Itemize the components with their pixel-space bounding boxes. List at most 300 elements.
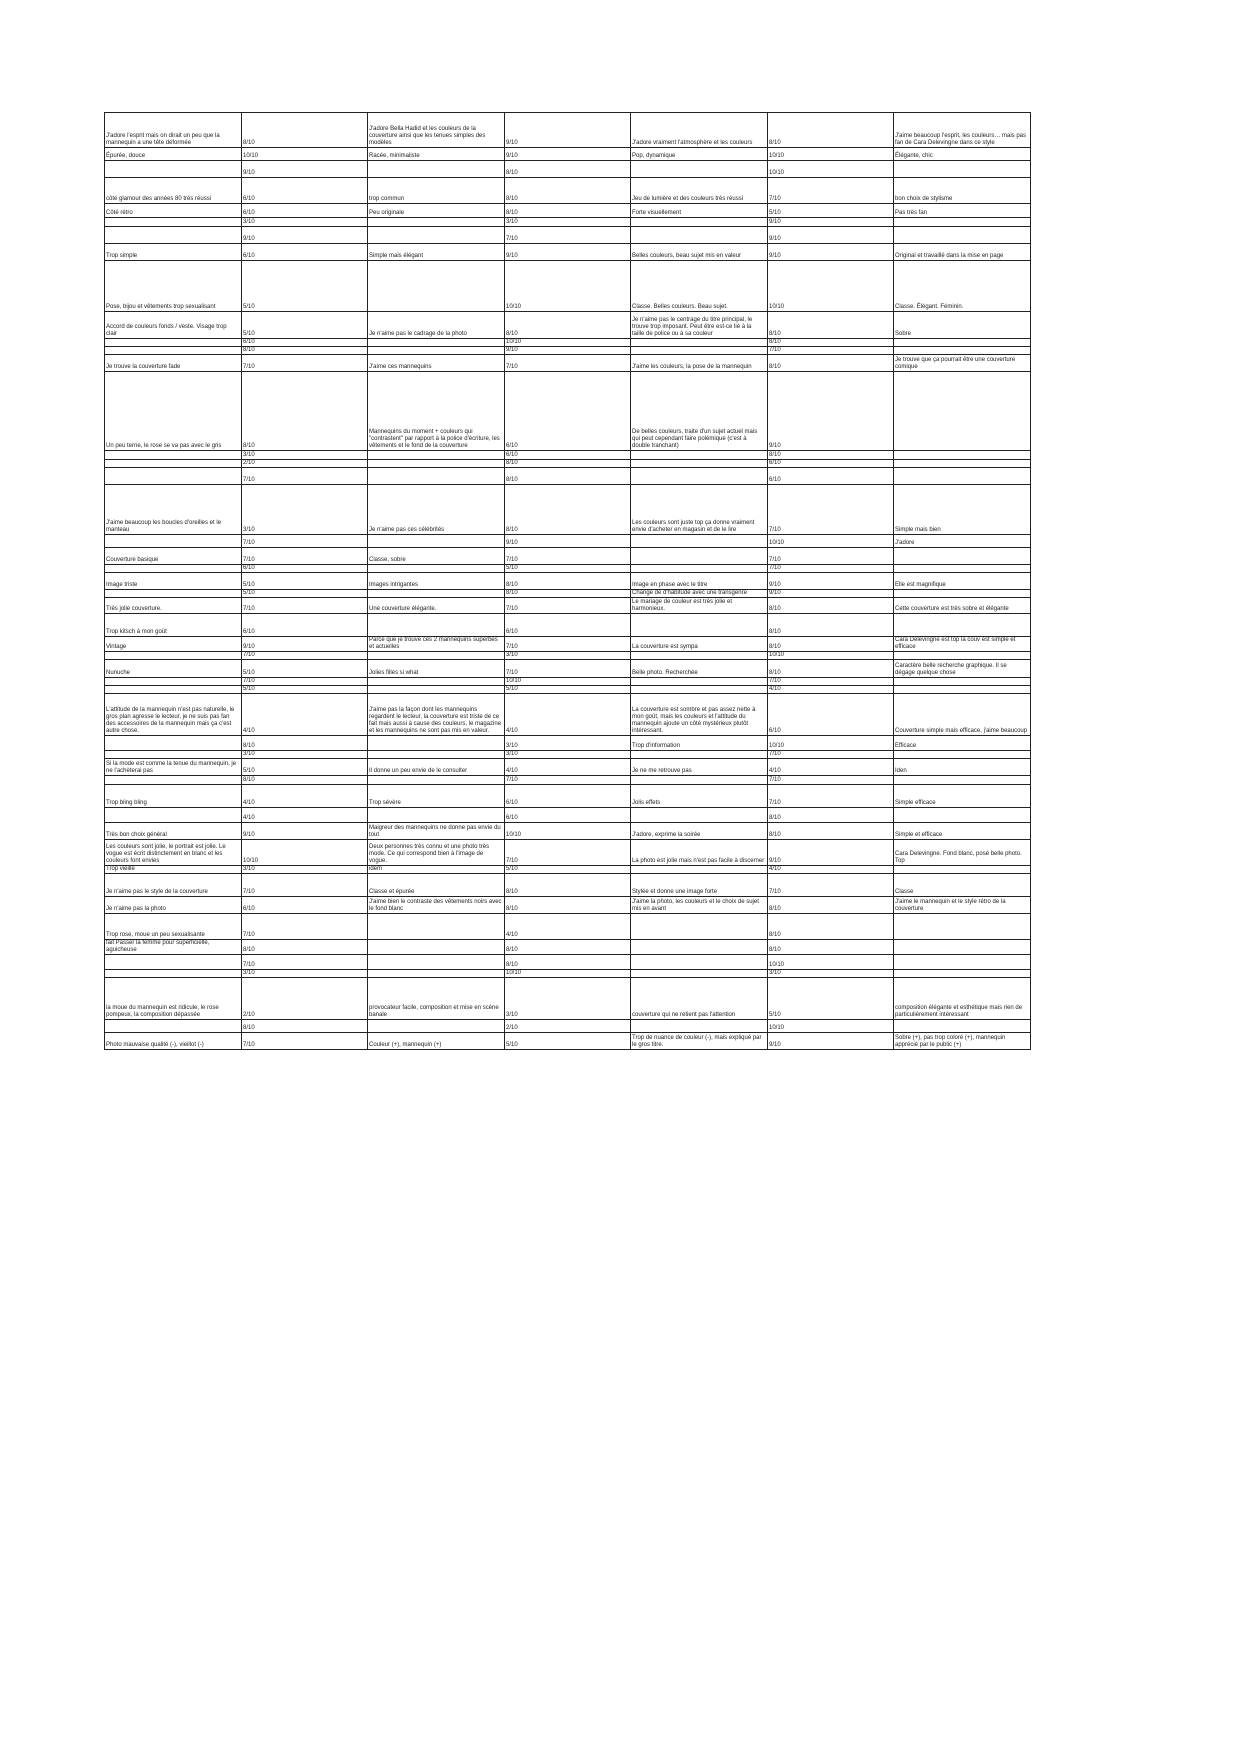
comment-cell [894, 548, 1031, 565]
score-cell: 10/10 [505, 339, 631, 347]
score-cell: 10/10 [768, 261, 894, 312]
score-cell: 6/10 [505, 808, 631, 823]
score-cell: 4/10 [768, 686, 894, 694]
score-cell: 5/10 [242, 660, 368, 678]
comment-cell [368, 940, 505, 955]
table-row [105, 548, 1031, 565]
comment-cell [631, 940, 768, 955]
score-cell: 9/10 [768, 372, 894, 451]
table-row [105, 1033, 1031, 1050]
score-cell: 10/10 [768, 955, 894, 970]
score-cell: 10/10 [768, 535, 894, 548]
score-cell: 8/10 [242, 1020, 368, 1033]
score-cell: 10/10 [768, 736, 894, 751]
table-row [105, 686, 1031, 694]
table-row [105, 955, 1031, 970]
comment-cell [105, 218, 242, 227]
comment-cell: Sobre [894, 312, 1031, 339]
score-cell: 7/10 [768, 874, 894, 897]
comment-cell [105, 736, 242, 751]
comment-cell [368, 451, 505, 460]
score-cell: 7/10 [768, 678, 894, 686]
comment-cell [368, 678, 505, 686]
comment-cell [894, 614, 1031, 637]
score-cell: 9/10 [768, 573, 894, 590]
comment-cell: Cara Delevingne est top la couv est simple et efficace [894, 637, 1031, 652]
comment-cell: Élégante, chic [894, 148, 1031, 161]
score-cell: 6/10 [505, 785, 631, 808]
comment-cell [368, 736, 505, 751]
comment-cell: Je n'aime pas le cadrage de la photo [368, 312, 505, 339]
comment-cell [894, 372, 1031, 451]
comment-cell: J'aime beaucoup l'esprit, les couleurs… mais pas fan de Cara Delevingne dans ce style [894, 113, 1031, 148]
score-cell: 7/10 [242, 652, 368, 660]
score-cell: 2/10 [505, 1020, 631, 1033]
score-cell: 5/10 [768, 204, 894, 218]
score-cell: 7/10 [768, 548, 894, 565]
comment-cell [105, 808, 242, 823]
comment-cell: Je ne me retrouve pas [631, 759, 768, 776]
score-cell: 8/10 [768, 914, 894, 940]
comment-cell [631, 866, 768, 874]
score-cell: 5/10 [505, 1033, 631, 1050]
comment-cell [368, 460, 505, 468]
score-cell: 8/10 [505, 485, 631, 535]
comment-cell: couverture qui ne retient pas l'attention [631, 978, 768, 1020]
comment-cell [894, 218, 1031, 227]
score-cell: 6/10 [505, 614, 631, 637]
comment-cell: Les couleurs sont jolie, le portrait est jolie. Le vogue est écrit distinctement en blanc et les couleurs font envies [105, 840, 242, 866]
comment-cell [105, 686, 242, 694]
comment-cell: Belle photo. Recherchée [631, 660, 768, 678]
comment-cell: bon choix de stylisme [894, 178, 1031, 204]
comment-cell [105, 161, 242, 178]
table-row [105, 678, 1031, 686]
score-cell: 8/10 [768, 339, 894, 347]
score-cell: 9/10 [505, 148, 631, 161]
comment-cell: Très jolie couverture. [105, 598, 242, 614]
score-cell: 6/10 [768, 460, 894, 468]
comment-cell [631, 347, 768, 355]
score-cell: 9/10 [242, 227, 368, 244]
score-cell: 8/10 [768, 637, 894, 652]
table-row [105, 244, 1031, 261]
score-cell: 6/10 [242, 565, 368, 573]
score-cell: 6/10 [505, 451, 631, 460]
comment-cell [631, 451, 768, 460]
comment-cell: Photo mauvaise qualité (-), vieillot (-) [105, 1033, 242, 1050]
comment-cell: idem [368, 866, 505, 874]
comment-cell [894, 970, 1031, 978]
table-row [105, 468, 1031, 485]
score-cell: 7/10 [242, 355, 368, 372]
score-cell: 10/10 [768, 1020, 894, 1033]
score-cell: 7/10 [505, 840, 631, 866]
comment-cell: Nunuche [105, 660, 242, 678]
score-cell: 2/10 [242, 978, 368, 1020]
comment-cell: J'aime pas la façon dont les mannequins regardent le lecteur, la couverture est triste de ce fait mais aussi à cause des couleurs, le magazine et les mannequins ne sont pas mis en valeur. [368, 694, 505, 736]
comment-cell: Trop rose, moue un peu sexualisante [105, 914, 242, 940]
score-cell: 6/10 [768, 468, 894, 485]
score-cell: 6/10 [242, 614, 368, 637]
table-row [105, 694, 1031, 736]
table-row [105, 840, 1031, 866]
comment-cell: Iden [894, 759, 1031, 776]
comment-cell [368, 652, 505, 660]
score-cell: 4/10 [505, 914, 631, 940]
comment-cell: J'adore Bella Hadid et les couleurs de la couverture ainsi que les tenues simples des modèles [368, 113, 505, 148]
comment-cell: Je n'aime pas ces célébrités [368, 485, 505, 535]
score-cell: 5/10 [505, 686, 631, 694]
score-cell: 8/10 [505, 940, 631, 955]
comment-cell [631, 218, 768, 227]
comment-cell: côté glamour des années 80 très réussi [105, 178, 242, 204]
score-cell: 8/10 [505, 897, 631, 914]
score-cell: 7/10 [242, 468, 368, 485]
comment-cell: Je n'aime pas la photo [105, 897, 242, 914]
score-cell: 9/10 [768, 218, 894, 227]
table-row [105, 785, 1031, 808]
comment-cell [368, 1020, 505, 1033]
comment-cell [894, 751, 1031, 759]
comment-cell: trop commun [368, 178, 505, 204]
comment-cell [631, 339, 768, 347]
comment-cell [105, 347, 242, 355]
comment-cell [368, 914, 505, 940]
table-row [105, 227, 1031, 244]
score-cell: 8/10 [768, 451, 894, 460]
comment-cell [105, 776, 242, 785]
score-cell: 7/10 [242, 598, 368, 614]
comment-cell [368, 751, 505, 759]
comment-cell [894, 590, 1031, 598]
score-cell: 10/10 [505, 970, 631, 978]
score-cell: 3/10 [242, 485, 368, 535]
comment-cell: Simple et efficace [894, 823, 1031, 840]
comment-cell: Jolis effets [631, 785, 768, 808]
score-cell: 9/10 [768, 227, 894, 244]
comment-cell [105, 460, 242, 468]
table-row [105, 614, 1031, 637]
score-cell: 3/10 [505, 978, 631, 1020]
comment-cell [368, 339, 505, 347]
table-row [105, 874, 1031, 897]
score-cell: 3/10 [505, 652, 631, 660]
comment-cell: fait Passer la femme pour superficielle, aguicheuse [105, 940, 242, 955]
comment-cell: Classe, sobre [368, 548, 505, 565]
score-cell: 8/10 [505, 161, 631, 178]
score-cell: 8/10 [505, 573, 631, 590]
comment-cell: J'aime le mannequin et le style rétro de la couverture [894, 897, 1031, 914]
comment-cell: Cara Delevingne. Fond blanc, posé belle photo. Top [894, 840, 1031, 866]
score-cell: 7/10 [768, 485, 894, 535]
comment-cell: Deux personnes très connu et une photo très mode. Ce qui correspond bien à l'image de vogue. [368, 840, 505, 866]
comment-cell [105, 1020, 242, 1033]
comment-cell: J'aime la photo, les couleurs et le choix de sujet mis en avant [631, 897, 768, 914]
comment-cell: Très bon choix général [105, 823, 242, 840]
score-cell: 5/10 [242, 590, 368, 598]
score-cell: 7/10 [242, 955, 368, 970]
score-cell: 6/10 [242, 897, 368, 914]
score-cell: 7/10 [242, 1033, 368, 1050]
comment-cell: Parce que je trouve ces 2 mannequins superbes et actuelles [368, 637, 505, 652]
comment-cell [894, 339, 1031, 347]
score-cell: 7/10 [768, 751, 894, 759]
table-row [105, 573, 1031, 590]
table-row [105, 451, 1031, 460]
table-row [105, 113, 1031, 148]
comment-cell: Je n'aime pas le style de la couverture [105, 874, 242, 897]
comment-cell: Simple mais bien [894, 485, 1031, 535]
comment-cell: J'adore [894, 535, 1031, 548]
score-cell: 9/10 [242, 637, 368, 652]
comment-cell: Trop sévère [368, 785, 505, 808]
comment-cell: Le mariage de couleur est très jolie et harmonieux. [631, 598, 768, 614]
comment-cell: Trop vieille [105, 866, 242, 874]
score-cell: 3/10 [505, 736, 631, 751]
score-cell: 7/10 [242, 548, 368, 565]
comment-cell: L'attitude de la mannequin n'est pas naturelle, le gros plan agresse le lecteur, je ne suis pas fan des accessoires de la mannequin mais ça c'est autre chose. [105, 694, 242, 736]
comment-cell: Jeu de lumière et des couleurs très réussi [631, 178, 768, 204]
table-row [105, 776, 1031, 785]
comment-cell: Maigreur des mannequins ne donne pas envie du tout [368, 823, 505, 840]
comment-cell [894, 808, 1031, 823]
score-cell: 6/10 [768, 694, 894, 736]
table-row [105, 598, 1031, 614]
score-cell: 7/10 [768, 785, 894, 808]
score-cell: 8/10 [242, 736, 368, 751]
comment-cell: La couverture est sympa [631, 637, 768, 652]
score-cell: 6/10 [242, 339, 368, 347]
comment-cell: provocateur facile, composition et mise en scène banale [368, 978, 505, 1020]
table-row [105, 759, 1031, 776]
comment-cell [631, 535, 768, 548]
comment-cell: Simple mais élégant [368, 244, 505, 261]
table-row [105, 312, 1031, 339]
score-cell: 5/10 [505, 565, 631, 573]
comment-cell: Peu originale [368, 204, 505, 218]
comment-cell [368, 535, 505, 548]
comment-cell: Trop d'information [631, 736, 768, 751]
table-row [105, 751, 1031, 759]
comment-cell: Je n'aime pas le centrage du titre principal, le trouve trop imposant. Peut être est-ce lié à la taille de police ou à sa couleur [631, 312, 768, 339]
score-cell: 8/10 [768, 598, 894, 614]
comment-cell [894, 468, 1031, 485]
comment-cell [105, 535, 242, 548]
comment-cell [894, 347, 1031, 355]
score-cell: 10/10 [505, 678, 631, 686]
comment-cell: Belles couleurs, beau sujet mis en valeur [631, 244, 768, 261]
comment-cell: J'adore l'esprit mais on dirait un peu que la mannequin a une tête déformée [105, 113, 242, 148]
comment-cell: Trop simple [105, 244, 242, 261]
comment-cell [894, 460, 1031, 468]
comment-cell: Classe et épurée [368, 874, 505, 897]
comment-cell: Je trouve que ça pourrait être une couverture comique [894, 355, 1031, 372]
score-cell: 9/10 [505, 113, 631, 148]
table-row [105, 347, 1031, 355]
comment-cell: Forte visuellement [631, 204, 768, 218]
comment-cell: De belles couleurs, traite d'un sujet actuel mais qui peut cependant faire polémique (c'est à double tranchant) [631, 372, 768, 451]
table-row [105, 148, 1031, 161]
comment-cell: J'aime beaucoup les boucles d'oreilles et le manteau [105, 485, 242, 535]
comment-cell: Trop bling bling [105, 785, 242, 808]
table-row [105, 590, 1031, 598]
comment-cell [105, 955, 242, 970]
comment-cell: Mannequins du moment + couleurs qui "contrastent" par rapport à la police d'écriture, les vêtements et le fond de la couverture [368, 372, 505, 451]
score-cell: 5/10 [242, 573, 368, 590]
score-cell: 8/10 [768, 355, 894, 372]
score-cell: 8/10 [242, 113, 368, 148]
score-cell: 6/10 [242, 178, 368, 204]
comment-cell: Images intrigantes [368, 573, 505, 590]
score-cell: 5/10 [768, 978, 894, 1020]
comment-cell: Pas très fan [894, 204, 1031, 218]
score-cell: 8/10 [768, 312, 894, 339]
comment-cell [631, 776, 768, 785]
table-row [105, 897, 1031, 914]
comment-cell [368, 347, 505, 355]
comment-cell [105, 468, 242, 485]
score-cell: 8/10 [768, 660, 894, 678]
score-cell: 10/10 [768, 652, 894, 660]
table-row [105, 940, 1031, 955]
comment-cell [631, 678, 768, 686]
comment-cell [631, 686, 768, 694]
comment-cell [105, 590, 242, 598]
comment-cell: Sobre (+), pas trop coloré (+), mannequin apprécié par le public (+) [894, 1033, 1031, 1050]
comment-cell [631, 227, 768, 244]
table-row [105, 485, 1031, 535]
comment-cell: Efficace [894, 736, 1031, 751]
score-cell: 4/10 [768, 759, 894, 776]
score-cell: 7/10 [242, 678, 368, 686]
score-cell: 3/10 [768, 970, 894, 978]
score-cell: 8/10 [768, 897, 894, 914]
comment-cell: Racée, minimaliste [368, 148, 505, 161]
comment-cell: Image en phase avec le titre [631, 573, 768, 590]
score-cell: 7/10 [242, 535, 368, 548]
score-cell: 8/10 [505, 312, 631, 339]
score-cell: 4/10 [242, 694, 368, 736]
table-row [105, 652, 1031, 660]
score-cell: 6/10 [242, 244, 368, 261]
score-cell: 5/10 [242, 686, 368, 694]
table-row [105, 339, 1031, 347]
score-cell: 3/10 [242, 218, 368, 227]
score-cell: 9/10 [505, 535, 631, 548]
comment-cell: La couverture est sombre et pas assez nette à mon goût, mais les couleurs et l'attitude du mannequin ajoute un côté mystérieux plutôt intéressant. [631, 694, 768, 736]
comment-cell [894, 776, 1031, 785]
comment-cell [368, 955, 505, 970]
score-cell: 10/10 [768, 148, 894, 161]
comment-cell: Pop, dynamique [631, 148, 768, 161]
score-cell: 10/10 [505, 261, 631, 312]
score-cell: 10/10 [242, 148, 368, 161]
score-cell: 5/10 [242, 312, 368, 339]
comment-cell: Un peu terne, le rose se va pas avec le gris [105, 372, 242, 451]
comment-cell: Couleur (+), mannequin (+) [368, 1033, 505, 1050]
table-row [105, 1020, 1031, 1033]
comment-cell [368, 970, 505, 978]
comment-cell [631, 460, 768, 468]
score-cell: 8/10 [505, 874, 631, 897]
score-cell: 4/10 [242, 808, 368, 823]
score-cell: 3/10 [505, 751, 631, 759]
score-cell: 7/10 [768, 565, 894, 573]
comment-cell [105, 451, 242, 460]
score-cell: 8/10 [768, 113, 894, 148]
comment-cell [631, 652, 768, 660]
score-cell: 9/10 [242, 161, 368, 178]
table-row [105, 866, 1031, 874]
table-row [105, 808, 1031, 823]
comment-cell: Caractère belle recherche graphique. Il se dégage quelque chose [894, 660, 1031, 678]
score-cell: 7/10 [505, 637, 631, 652]
table-row [105, 218, 1031, 227]
comment-cell [631, 614, 768, 637]
score-cell: 6/10 [505, 372, 631, 451]
comment-cell: Classe. Élégant. Féminin. [894, 261, 1031, 312]
table-row [105, 978, 1031, 1020]
score-cell: 8/10 [505, 204, 631, 218]
score-cell: 5/10 [505, 866, 631, 874]
comment-cell [105, 678, 242, 686]
score-cell: 7/10 [505, 227, 631, 244]
survey-table [104, 112, 1031, 1050]
table-row [105, 535, 1031, 548]
score-cell: 9/10 [505, 347, 631, 355]
score-cell: 9/10 [768, 590, 894, 598]
score-cell: 8/10 [242, 776, 368, 785]
comment-cell: Original et travaillé dans la mise en page [894, 244, 1031, 261]
score-cell: 8/10 [505, 955, 631, 970]
comment-cell: Épurée, douce [105, 148, 242, 161]
comment-cell: Elle est magnifique [894, 573, 1031, 590]
score-cell: 5/10 [242, 759, 368, 776]
score-cell: 7/10 [242, 914, 368, 940]
score-cell: 6/10 [242, 204, 368, 218]
comment-cell [631, 808, 768, 823]
comment-cell [631, 970, 768, 978]
comment-cell: Image triste [105, 573, 242, 590]
comment-cell: La photo est jolie mais n'est pas facile à discerner [631, 840, 768, 866]
comment-cell: Je trouve la couverture fade [105, 355, 242, 372]
table-row [105, 823, 1031, 840]
comment-cell: Vintage [105, 637, 242, 652]
comment-cell: Change de d'habitude avec une transgenre [631, 590, 768, 598]
comment-cell [894, 161, 1031, 178]
comment-cell: J'aime les couleurs, la pose de la mannequin [631, 355, 768, 372]
table-row [105, 660, 1031, 678]
score-cell: 3/10 [505, 218, 631, 227]
score-cell: 8/10 [768, 614, 894, 637]
comment-cell [368, 161, 505, 178]
comment-cell [368, 468, 505, 485]
score-cell: 9/10 [505, 244, 631, 261]
comment-cell [631, 548, 768, 565]
comment-cell: Accord de couleurs fonds / veste. Visage trop clair [105, 312, 242, 339]
comment-cell [368, 776, 505, 785]
comment-cell [368, 227, 505, 244]
comment-cell: composition élégante et esthétique mais rien de particulièrement intéressant [894, 978, 1031, 1020]
comment-cell: Une couverture élégante. [368, 598, 505, 614]
comment-cell [631, 914, 768, 940]
score-cell: 4/10 [505, 759, 631, 776]
comment-cell [631, 565, 768, 573]
score-cell: 7/10 [505, 776, 631, 785]
score-cell: 3/10 [242, 970, 368, 978]
comment-cell [894, 565, 1031, 573]
